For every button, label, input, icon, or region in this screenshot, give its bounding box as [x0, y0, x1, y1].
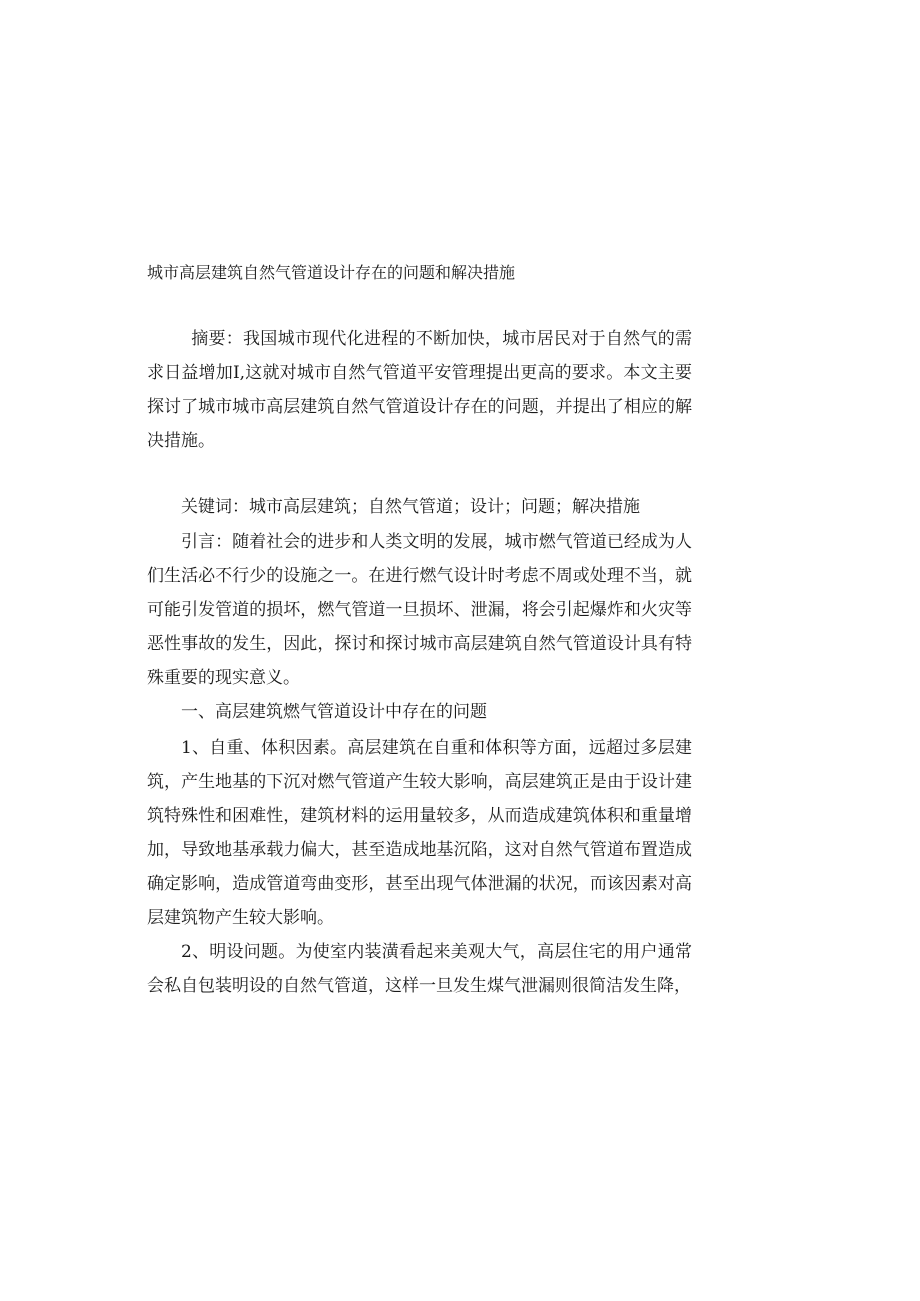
document-title: 城市高层建筑自然气管道设计存在的问题和解决措施: [147, 263, 516, 282]
keywords-line: 关键词：城市高层建筑；自然气管道；设计；问题；解决措施: [181, 497, 640, 517]
section-heading: 一、高层建筑燃气管道设计中存在的问题: [181, 702, 487, 722]
abstract-paragraph: 摘要：我国城市现代化进程的不断加快，城市居民对于自然气的需求日益增加I,这就对城市自然气管道平安管理提出更高的要求。本文主要探讨了城市城市高层建筑自然气管道设计存在的问题，并提出了相应的解决措施。: [147, 329, 692, 451]
intro-paragraph: 引言：随着社会的进步和人类文明的发展，城市燃气管道已经成为人们生活必不行少的设施之一。在进行燃气设计时考虑不周或处理不当，就可能引发管道的损坏，燃气管道一旦损坏、泄漏，将会引起爆炸和火灾等恶性事故的发生，因此，探讨和探讨城市高层建筑自然气管道设计具有特殊重要的现实意义。: [147, 532, 692, 688]
section-item-2: 2、明设问题。为使室内装潢看起来美观大气，高层住宅的用户通常会私自包装明设的自然气管道，这样一旦发生煤气泄漏则很简洁发生降，: [147, 942, 692, 996]
section-item-1: 1、自重、体积因素。高层建筑在自重和体积等方面，远超过多层建筑，产生地基的下沉对燃气管道产生较大影响，高层建筑正是由于设计建筑特殊性和困难性，建筑材料的运用量较多，从而造成建筑体积和重量增加，导致地基承载力偏大，甚至造成地基沉陷，这对自然气管道布置造成确定影响，造成管道弯曲变形，甚至出现气体泄漏的状况，而该因素对高层建筑物产生较大影响。: [147, 738, 692, 928]
